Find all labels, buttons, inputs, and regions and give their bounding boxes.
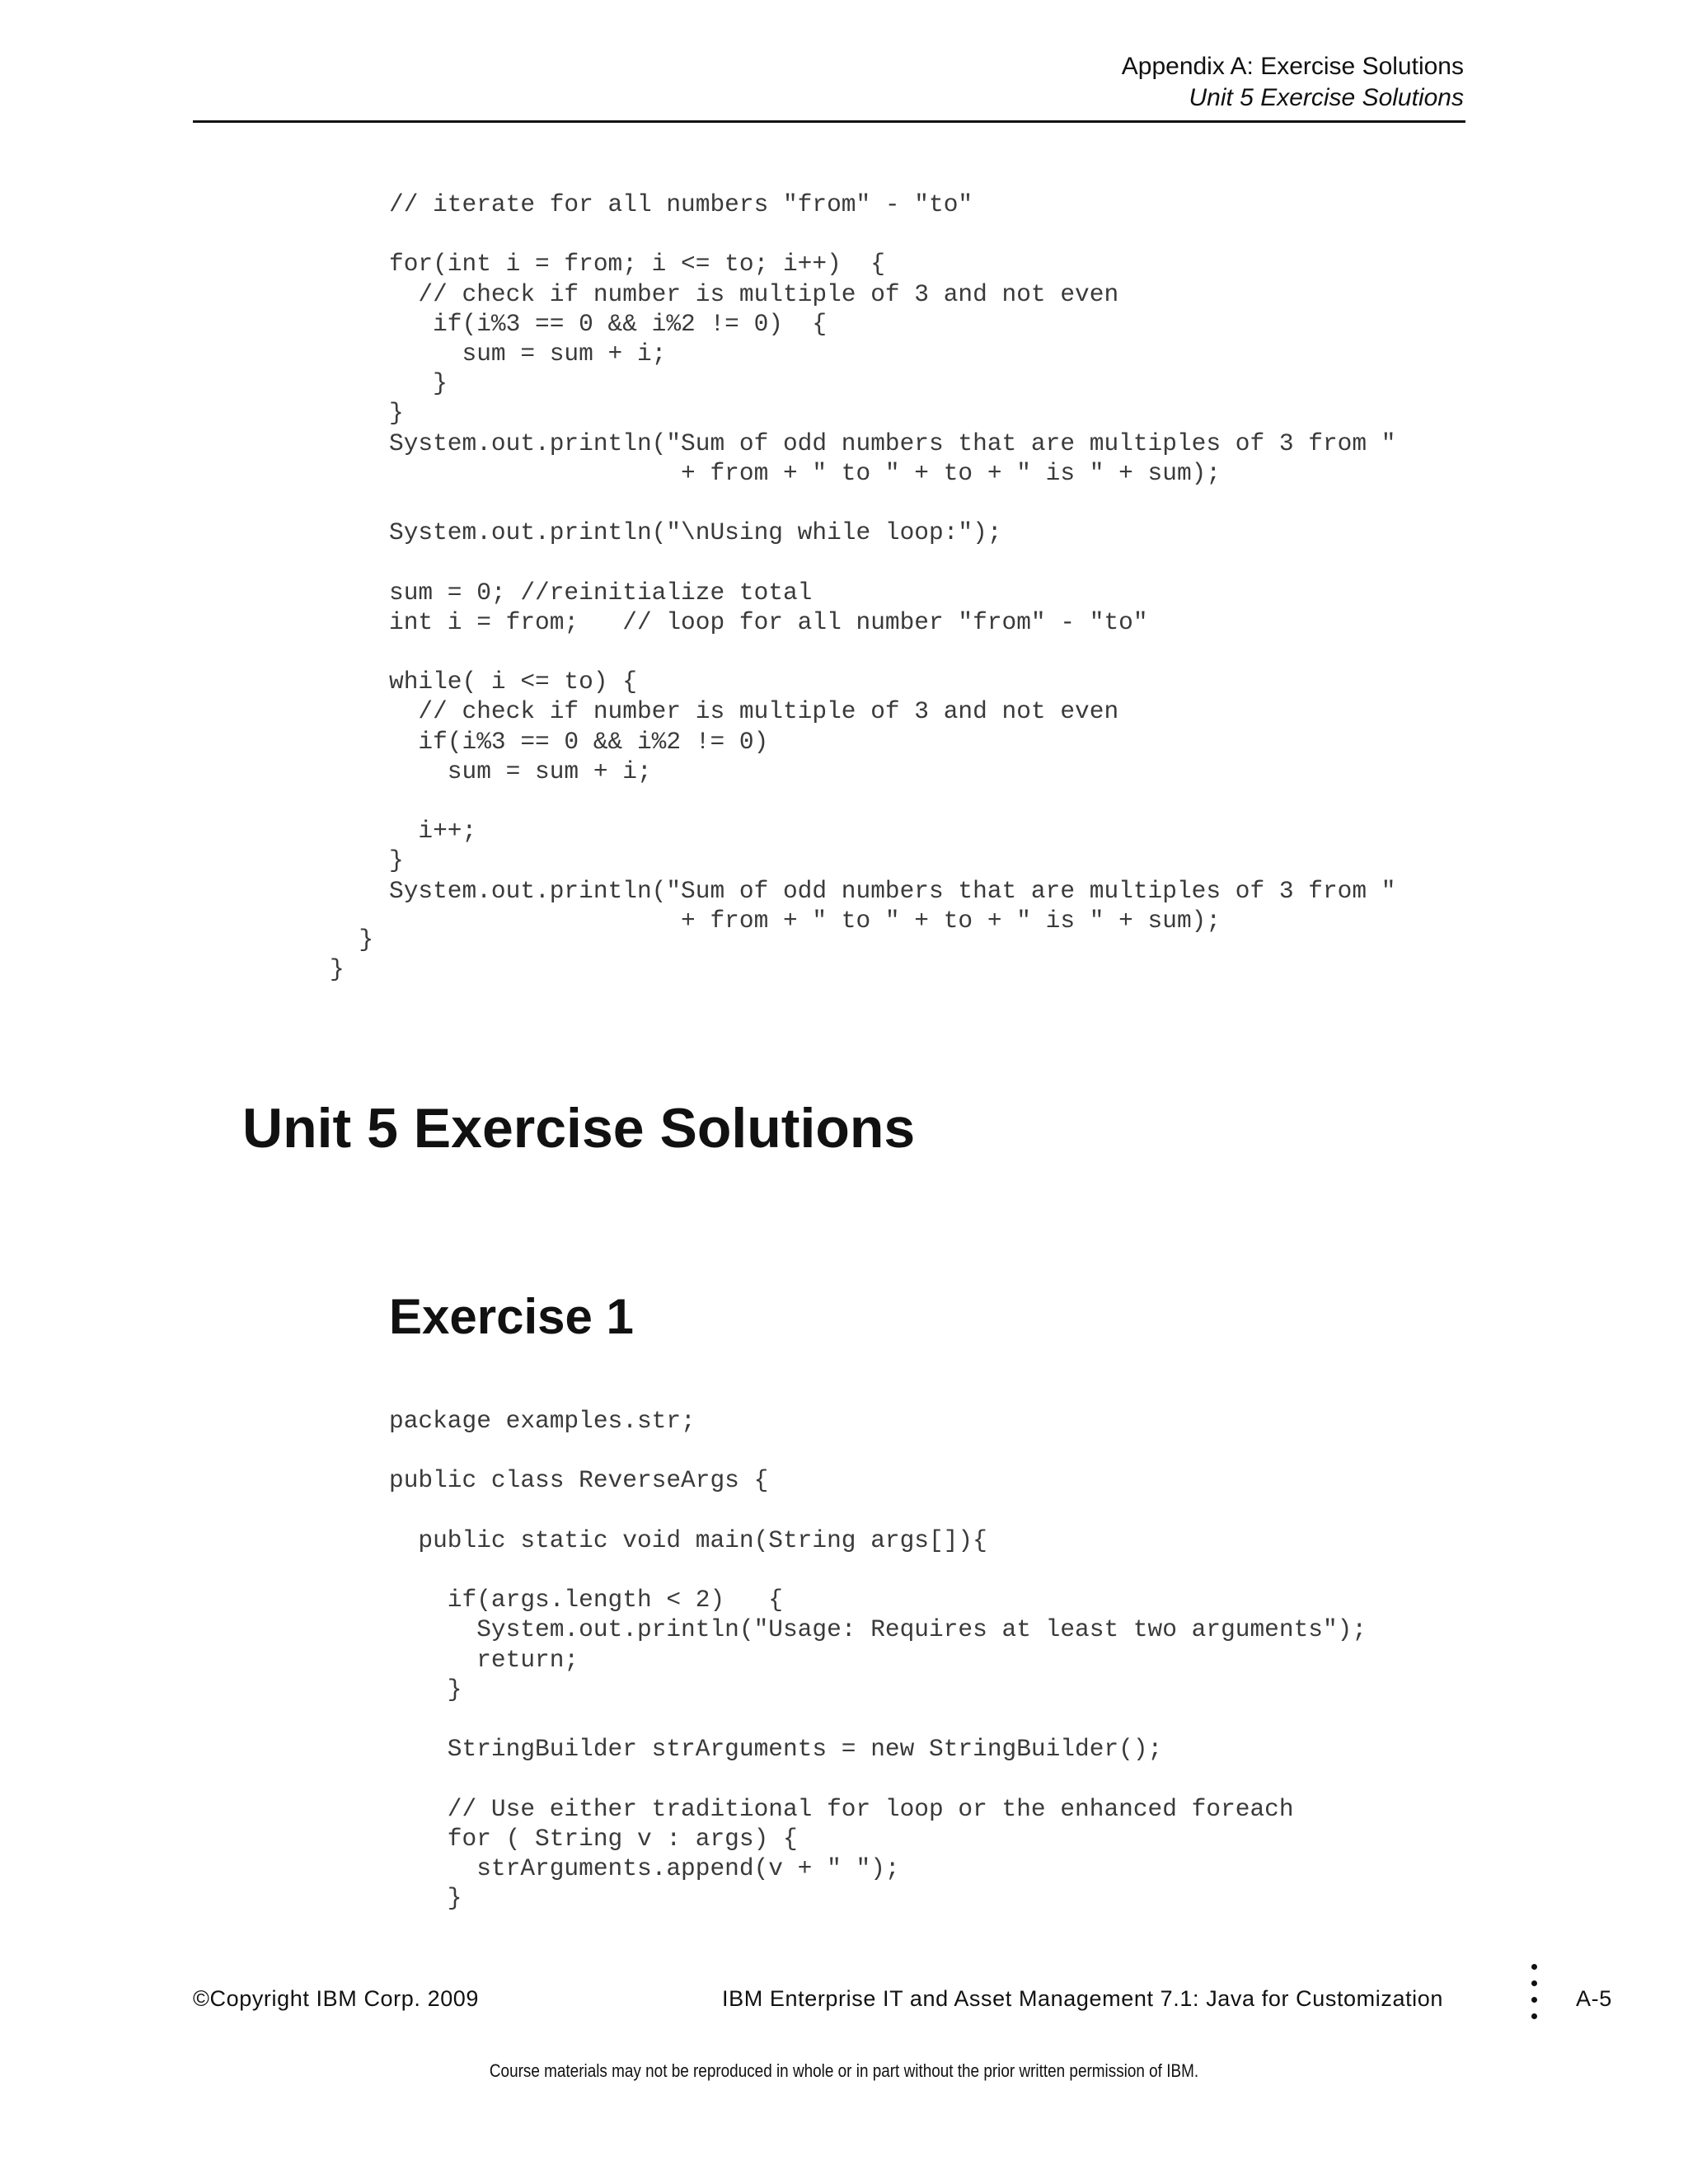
footer-dots-divider: [1531, 1964, 1540, 2030]
exercise-title: Exercise 1: [389, 1289, 634, 1344]
code-block-reverse-args: package examples.str; public class ReverseArgs { public static void main(String args[]){ if(args.length < 2) { System.out.println("Usage: Requires at least two arguments"); return; } StringBuilder strArguments = new StringBuilder(); // Use either traditional for loop or the enhanced foreach for ( String v : args) { strArguments.append(v + " "); }: [389, 1407, 1367, 1913]
footer-copyright: ©Copyright IBM Corp. 2009: [193, 1986, 480, 2011]
header-subtitle: Unit 5 Exercise Solutions: [1189, 84, 1464, 111]
code-block-while-loop: // iterate for all numbers "from" - "to" for(int i = from; i <= to; i++) { // check if number is multiple of 3 and not even if(i%3 == 0 && i%2 != 0) { sum = sum + i; } } System.out.println("Sum of odd numbers that are multiples of 3 from " + from + " to " + to + " is " + sum); System.out.println("\nUsing while loop:"); sum = 0; //reinitialize total int i = from; // loop for all number "from" - "to" while( i <= to) { // check if number is multiple of 3 and not even if(i%3 == 0 && i%2 != 0) sum = sum + i; i++; } System.out.println("Sum of odd numbers that are multiples of 3 from " + from + " to " + to + " is " + sum);: [389, 190, 1396, 935]
header-title: Appendix A: Exercise Solutions: [1121, 53, 1464, 80]
copyright-notice: Course materials may not be reproduced in whole or in part without the prior written permission of IBM.: [489, 2060, 1199, 2081]
header-rule: [193, 120, 1465, 123]
running-header: [1122, 51, 1464, 114]
code-block-closing-braces: } }: [330, 926, 374, 984]
page-number: A-5: [1576, 1986, 1612, 2011]
section-title: Unit 5 Exercise Solutions: [242, 1097, 916, 1160]
footer-course-title: IBM Enterprise IT and Asset Management 7.1: Java for Customization: [722, 1986, 1444, 2011]
